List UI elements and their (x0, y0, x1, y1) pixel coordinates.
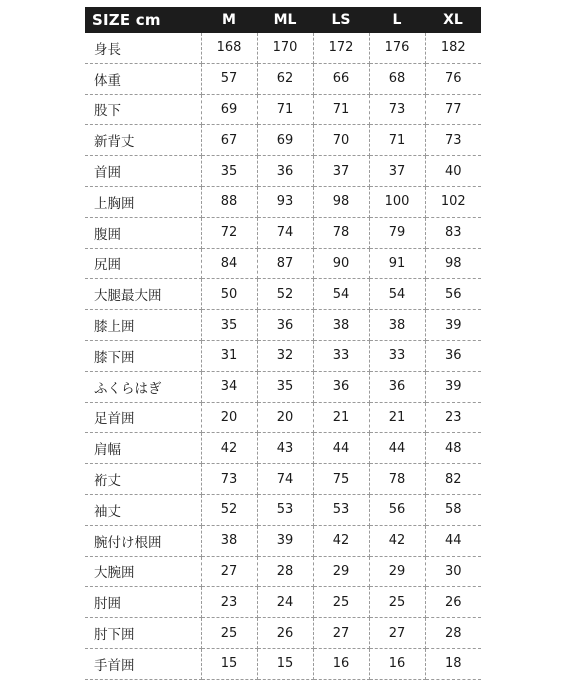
row-label: 大腿最大囲 (85, 279, 201, 310)
measurement-cell: 93 (257, 186, 313, 217)
measurement-cell: 98 (425, 248, 481, 279)
measurement-cell: 29 (369, 556, 425, 587)
measurement-cell: 52 (257, 279, 313, 310)
table-row (85, 186, 481, 217)
measurement-cell: 38 (369, 310, 425, 341)
table-row (85, 156, 481, 187)
row-label: 裄丈 (85, 464, 201, 495)
measurement-cell: 100 (369, 186, 425, 217)
measurement-cell: 32 (257, 340, 313, 371)
table-row (85, 248, 481, 279)
table-row (85, 371, 481, 402)
measurement-cell: 15 (257, 648, 313, 679)
measurement-cell: 39 (425, 371, 481, 402)
measurement-cell: 21 (313, 402, 369, 433)
measurement-cell: 39 (425, 310, 481, 341)
measurement-cell: 73 (369, 94, 425, 125)
table-row (85, 63, 481, 94)
measurement-cell: 23 (425, 402, 481, 433)
measurement-cell: 182 (425, 33, 481, 63)
measurement-cell: 44 (369, 433, 425, 464)
measurement-cell: 74 (257, 217, 313, 248)
measurement-cell: 27 (313, 618, 369, 649)
measurement-cell: 28 (425, 618, 481, 649)
measurement-cell: 67 (201, 125, 257, 156)
measurement-cell: 172 (313, 33, 369, 63)
measurement-cell: 76 (425, 63, 481, 94)
measurement-cell: 35 (201, 156, 257, 187)
measurement-cell: 52 (201, 494, 257, 525)
measurement-cell: 35 (257, 371, 313, 402)
row-label: ふくらはぎ (85, 371, 201, 402)
measurement-cell: 25 (369, 587, 425, 618)
table-row (85, 464, 481, 495)
measurement-cell: 42 (369, 525, 425, 556)
measurement-cell: 71 (313, 94, 369, 125)
measurement-cell: 36 (313, 371, 369, 402)
header-size-ls: LS (313, 7, 369, 33)
header-size-m: M (201, 7, 257, 33)
row-label: 手首囲 (85, 648, 201, 679)
measurement-cell: 79 (369, 217, 425, 248)
measurement-cell: 90 (313, 248, 369, 279)
measurement-cell: 25 (201, 618, 257, 649)
table-row (85, 94, 481, 125)
measurement-cell: 84 (201, 248, 257, 279)
table-row (85, 33, 481, 63)
measurement-cell: 37 (369, 156, 425, 187)
header-size-xl: XL (425, 7, 481, 33)
row-label: 股下 (85, 94, 201, 125)
measurement-cell: 82 (425, 464, 481, 495)
measurement-cell: 48 (425, 433, 481, 464)
measurement-cell: 75 (313, 464, 369, 495)
measurement-cell: 72 (201, 217, 257, 248)
measurement-cell: 73 (425, 125, 481, 156)
table-row (85, 494, 481, 525)
measurement-cell: 102 (425, 186, 481, 217)
table-row (85, 433, 481, 464)
measurement-cell: 27 (201, 556, 257, 587)
size-chart-header (85, 7, 481, 33)
measurement-cell: 78 (369, 464, 425, 495)
measurement-cell: 70 (313, 125, 369, 156)
measurement-cell: 36 (257, 310, 313, 341)
row-label: 体重 (85, 63, 201, 94)
measurement-cell: 21 (369, 402, 425, 433)
measurement-cell: 37 (313, 156, 369, 187)
row-label: 肘囲 (85, 587, 201, 618)
measurement-cell: 33 (369, 340, 425, 371)
measurement-cell: 35 (201, 310, 257, 341)
measurement-cell: 68 (369, 63, 425, 94)
measurement-cell: 62 (257, 63, 313, 94)
measurement-cell: 27 (369, 618, 425, 649)
table-row (85, 556, 481, 587)
measurement-cell: 23 (201, 587, 257, 618)
size-chart-body (85, 33, 481, 679)
row-label: 新背丈 (85, 125, 201, 156)
row-label: 身長 (85, 33, 201, 63)
measurement-cell: 56 (425, 279, 481, 310)
measurement-cell: 39 (257, 525, 313, 556)
table-row (85, 618, 481, 649)
measurement-cell: 71 (257, 94, 313, 125)
measurement-cell: 91 (369, 248, 425, 279)
header-corner-label: SIZE cm (85, 7, 201, 33)
measurement-cell: 71 (369, 125, 425, 156)
measurement-cell: 56 (369, 494, 425, 525)
row-label: 肩幅 (85, 433, 201, 464)
measurement-cell: 87 (257, 248, 313, 279)
measurement-cell: 38 (313, 310, 369, 341)
measurement-cell: 69 (257, 125, 313, 156)
measurement-cell: 53 (257, 494, 313, 525)
table-row (85, 310, 481, 341)
measurement-cell: 43 (257, 433, 313, 464)
header-size-ml: ML (257, 7, 313, 33)
measurement-cell: 36 (369, 371, 425, 402)
measurement-cell: 29 (313, 556, 369, 587)
measurement-cell: 88 (201, 186, 257, 217)
measurement-cell: 33 (313, 340, 369, 371)
measurement-cell: 66 (313, 63, 369, 94)
measurement-cell: 44 (313, 433, 369, 464)
row-label: 袖丈 (85, 494, 201, 525)
table-row (85, 340, 481, 371)
row-label: 首囲 (85, 156, 201, 187)
row-label: 腕付け根囲 (85, 525, 201, 556)
measurement-cell: 28 (257, 556, 313, 587)
measurement-cell: 24 (257, 587, 313, 618)
measurement-cell: 31 (201, 340, 257, 371)
measurement-cell: 98 (313, 186, 369, 217)
row-label: 腹囲 (85, 217, 201, 248)
table-row (85, 402, 481, 433)
table-row (85, 125, 481, 156)
measurement-cell: 34 (201, 371, 257, 402)
measurement-cell: 54 (313, 279, 369, 310)
measurement-cell: 36 (425, 340, 481, 371)
measurement-cell: 38 (201, 525, 257, 556)
measurement-cell: 77 (425, 94, 481, 125)
row-label: 上胸囲 (85, 186, 201, 217)
measurement-cell: 57 (201, 63, 257, 94)
measurement-cell: 26 (425, 587, 481, 618)
measurement-cell: 20 (257, 402, 313, 433)
measurement-cell: 74 (257, 464, 313, 495)
row-label: 膝下囲 (85, 340, 201, 371)
measurement-cell: 18 (425, 648, 481, 679)
table-row (85, 217, 481, 248)
measurement-cell: 42 (201, 433, 257, 464)
measurement-cell: 16 (313, 648, 369, 679)
measurement-cell: 30 (425, 556, 481, 587)
measurement-cell: 176 (369, 33, 425, 63)
size-chart-table (85, 7, 481, 680)
measurement-cell: 83 (425, 217, 481, 248)
row-label: 大腕囲 (85, 556, 201, 587)
table-row (85, 587, 481, 618)
table-row (85, 279, 481, 310)
measurement-cell: 44 (425, 525, 481, 556)
measurement-cell: 20 (201, 402, 257, 433)
measurement-cell: 168 (201, 33, 257, 63)
measurement-cell: 40 (425, 156, 481, 187)
measurement-cell: 15 (201, 648, 257, 679)
measurement-cell: 42 (313, 525, 369, 556)
measurement-cell: 26 (257, 618, 313, 649)
row-label: 足首囲 (85, 402, 201, 433)
measurement-cell: 58 (425, 494, 481, 525)
measurement-cell: 50 (201, 279, 257, 310)
row-label: 肘下囲 (85, 618, 201, 649)
measurement-cell: 170 (257, 33, 313, 63)
measurement-cell: 69 (201, 94, 257, 125)
measurement-cell: 25 (313, 587, 369, 618)
table-row (85, 525, 481, 556)
row-label: 尻囲 (85, 248, 201, 279)
measurement-cell: 54 (369, 279, 425, 310)
measurement-cell: 16 (369, 648, 425, 679)
table-row (85, 648, 481, 679)
measurement-cell: 53 (313, 494, 369, 525)
header-row (85, 7, 481, 33)
measurement-cell: 78 (313, 217, 369, 248)
measurement-cell: 73 (201, 464, 257, 495)
measurement-cell: 36 (257, 156, 313, 187)
row-label: 膝上囲 (85, 310, 201, 341)
header-size-l: L (369, 7, 425, 33)
